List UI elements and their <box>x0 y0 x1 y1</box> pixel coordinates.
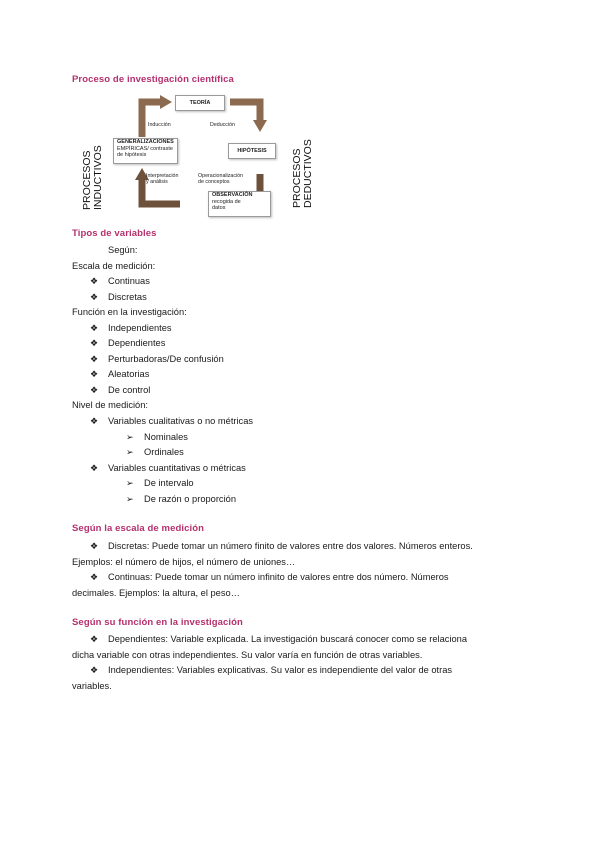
arrow-head-deduction <box>253 120 267 132</box>
page-title: Proceso de investigación científica <box>72 74 234 85</box>
tipos-heading: Tipos de variables <box>72 228 157 239</box>
arrow-bullet-icon: ➢ <box>126 447 134 457</box>
label-interpretacion: Interpretación y análisis <box>146 173 179 185</box>
list-item: ➢ De intervalo <box>126 478 194 488</box>
list-item: ❖ Variables cualitativas o no métricas <box>90 416 254 426</box>
paragraph-independientes-cont: variables. <box>72 681 112 691</box>
diamond-bullet-icon: ❖ <box>90 292 99 302</box>
diamond-bullet-icon: ❖ <box>90 385 99 395</box>
paragraph-continuas: ❖ Continuas: Puede tomar un número infinito de valores entre dos número. Números <box>90 572 449 582</box>
diamond-bullet-icon: ❖ <box>90 541 99 551</box>
funcion-label: Función en la investigación: <box>72 307 187 317</box>
list-item: ❖ Variables cuantitativas o métricas <box>90 463 246 473</box>
box-teoria: TEORÍA <box>175 95 225 111</box>
list-item: ➢ Ordinales <box>126 447 184 457</box>
arrow-induction <box>142 102 160 137</box>
list-item: ❖ De control <box>90 385 151 395</box>
paragraph-dependientes-cont: dicha variable con otras independientes. Su valor varía en función de otras variables. <box>72 650 423 660</box>
nivel-label: Nivel de medición: <box>72 400 148 410</box>
label-procesos-inductivos: PROCESOS INDUCTIVOS <box>81 145 104 210</box>
label-deduccion: Deducción <box>210 122 236 128</box>
label-induccion: Inducción <box>148 122 171 128</box>
label-procesos-deductivos: PROCESOS DEDUCTIVOS <box>291 139 314 208</box>
diamond-bullet-icon: ❖ <box>90 323 99 333</box>
list-item: ❖ Continuas <box>90 276 150 286</box>
box-observacion: OBSERVACIÓN recogida de datos <box>208 191 271 217</box>
funcion-section-heading: Según su función en la investigación <box>72 617 243 628</box>
label-operacionalizacion: Operacionalización de conceptos <box>198 173 244 185</box>
paragraph-continuas-cont: decimales. Ejemplos: la altura, el peso… <box>72 588 240 598</box>
escala-section-heading: Según la escala de medición <box>72 523 205 534</box>
diamond-bullet-icon: ❖ <box>90 634 99 644</box>
paragraph-discretas: ❖ Discretas: Puede tomar un número finito de valores entre dos valores. Números enteros. <box>90 541 473 551</box>
list-item: ➢ Nominales <box>126 432 188 442</box>
arrow-head-induction <box>160 95 172 109</box>
arrow-bullet-icon: ➢ <box>126 432 134 442</box>
research-process-diagram <box>80 92 325 222</box>
arrow-bullet-icon: ➢ <box>126 494 134 504</box>
diamond-bullet-icon: ❖ <box>90 665 99 675</box>
diamond-bullet-icon: ❖ <box>90 276 99 286</box>
diamond-bullet-icon: ❖ <box>90 572 99 582</box>
diamond-bullet-icon: ❖ <box>90 338 99 348</box>
paragraph-discretas-cont: Ejemplos: el número de hijos, el número de uniones… <box>72 557 296 567</box>
diamond-bullet-icon: ❖ <box>90 463 99 473</box>
segun-text: Según: <box>108 245 138 255</box>
arrow-deduction <box>230 102 260 120</box>
list-item: ➢ De razón o proporción <box>126 494 236 504</box>
list-item: ❖ Independientes <box>90 323 172 333</box>
list-item: ❖ Perturbadoras/De confusión <box>90 354 224 364</box>
list-item: ❖ Discretas <box>90 292 147 302</box>
paragraph-dependientes: ❖ Dependientes: Variable explicada. La investigación buscará conocer como se relaciona <box>90 634 468 644</box>
escala-label: Escala de medición: <box>72 261 156 271</box>
box-hipotesis: HIPÓTESIS <box>228 143 276 159</box>
diamond-bullet-icon: ❖ <box>90 416 99 426</box>
list-item: ❖ Dependientes <box>90 338 166 348</box>
arrow-bullet-icon: ➢ <box>126 478 134 488</box>
box-generalizaciones: GENERALIZACIONES EMPÍRICAS/ contraste de hipótesis <box>113 138 178 164</box>
diamond-bullet-icon: ❖ <box>90 354 99 364</box>
diamond-bullet-icon: ❖ <box>90 369 99 379</box>
list-item: ❖ Aleatorias <box>90 369 150 379</box>
paragraph-independientes: ❖ Independientes: Variables explicativas. Su valor es independiente del valor de otras <box>90 665 453 675</box>
